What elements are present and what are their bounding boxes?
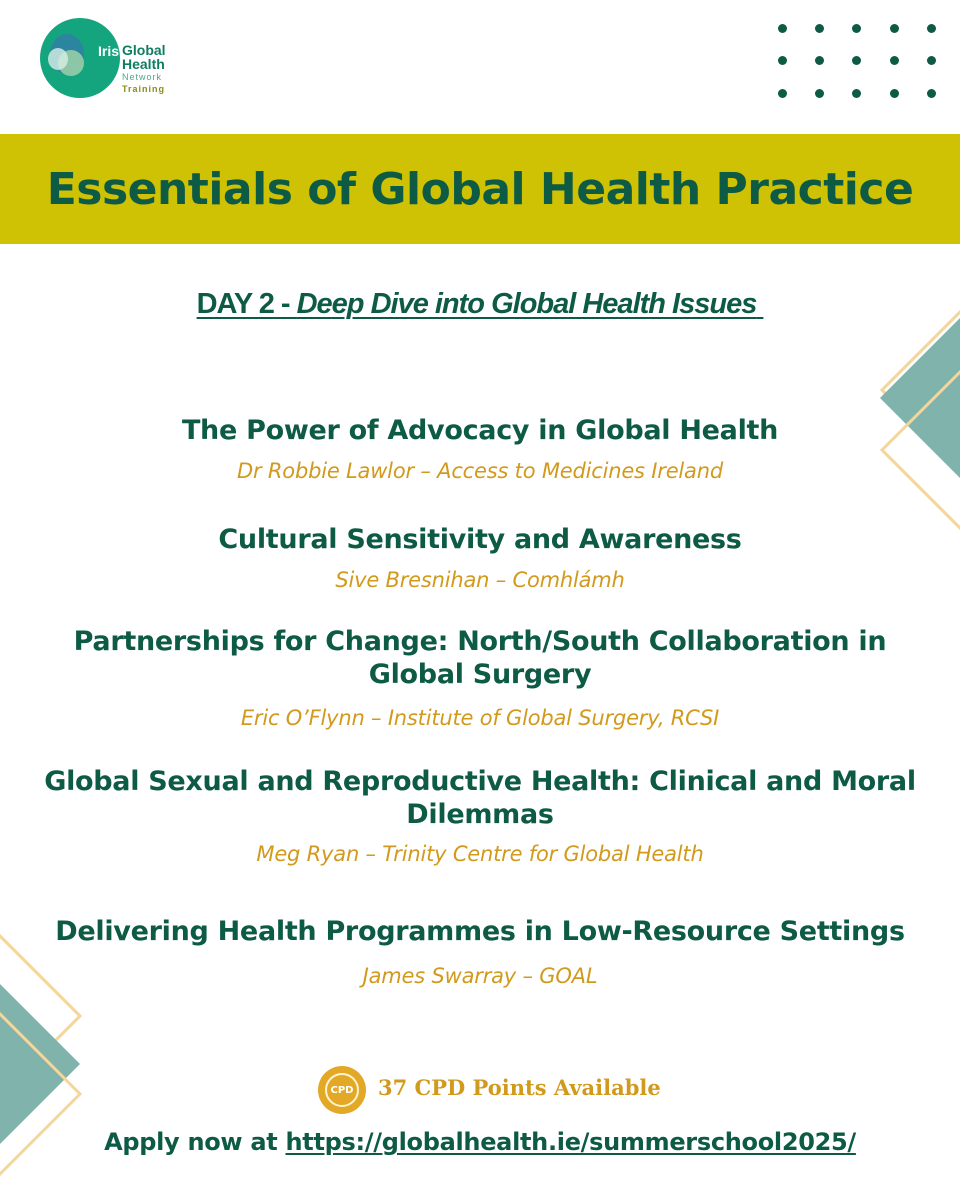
day-heading-underlined bbox=[197, 288, 764, 320]
session-title: The Power of Advocacy in Global Health bbox=[181, 415, 779, 446]
logo-training: Training bbox=[122, 84, 166, 94]
page-title: Essentials of Global Health Practice bbox=[46, 163, 914, 215]
session-title-line: Partnerships for Change: North/South Collaboration in bbox=[73, 626, 887, 657]
logo-network: Network bbox=[122, 72, 163, 82]
session-title-line: Global Surgery bbox=[368, 659, 592, 690]
cpd-badge-label: CPD bbox=[325, 1073, 359, 1107]
session-title-line: Dilemmas bbox=[406, 799, 554, 830]
logo-wordmark bbox=[122, 43, 166, 94]
session-title bbox=[20, 765, 940, 831]
session-speaker: Sive Bresnihan – Comhlámh bbox=[335, 568, 625, 592]
left-diamond-decoration bbox=[0, 920, 100, 1200]
cpd-points-text: 37 CPD Points Available bbox=[378, 1075, 661, 1100]
logo-health: Health bbox=[122, 56, 165, 72]
session-speaker: Eric O’Flynn – Institute of Global Surgery, RCSI bbox=[240, 706, 720, 730]
session-speaker: Dr Robbie Lawlor – Access to Medicines Ireland bbox=[237, 459, 723, 483]
logo-irish: Irish bbox=[98, 43, 128, 59]
session-speaker: Meg Ryan – Trinity Centre for Global Health bbox=[256, 842, 704, 866]
day-heading bbox=[0, 288, 960, 321]
logo bbox=[38, 16, 188, 102]
session-title-line: Global Sexual and Reproductive Health: Clinical and Moral bbox=[44, 766, 916, 797]
apply-prefix: Apply now at bbox=[104, 1128, 286, 1156]
title-banner bbox=[0, 134, 960, 244]
apply-link[interactable]: https://globalhealth.ie/summerschool2025/ bbox=[285, 1128, 856, 1156]
day-label: DAY 2 - bbox=[196, 288, 297, 320]
session-title bbox=[20, 625, 940, 691]
dot-grid-decoration bbox=[764, 12, 950, 110]
cpd-badge-icon bbox=[318, 1066, 366, 1114]
apply-line bbox=[0, 1128, 960, 1156]
session-speaker: James Swarray – GOAL bbox=[362, 964, 598, 988]
session-title: Delivering Health Programmes in Low-Resource Settings bbox=[55, 916, 905, 947]
session-title: Cultural Sensitivity and Awareness bbox=[218, 524, 742, 555]
right-diamond-decoration bbox=[860, 250, 960, 550]
logo-global: Global bbox=[122, 42, 166, 58]
day-subtitle: Deep Dive into Global Health Issues bbox=[296, 288, 757, 320]
